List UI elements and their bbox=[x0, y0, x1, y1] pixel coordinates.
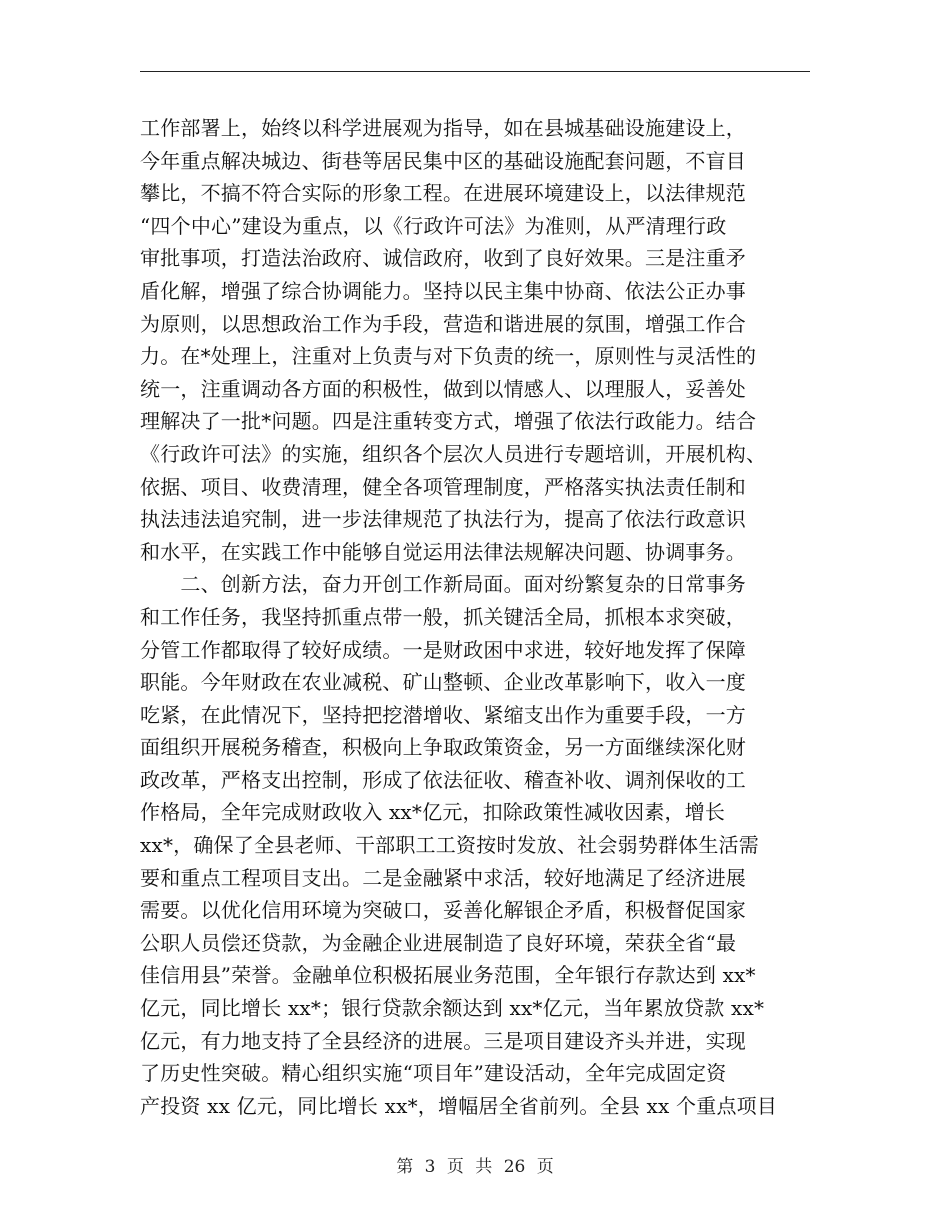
text-line: 攀比，不搞不符合实际的形象工程。在进展环境建设上，以法律规范 bbox=[140, 181, 746, 206]
text-line: 亿元，同比增长 xx*；银行贷款余额达到 xx*亿元，当年累放贷款 xx* bbox=[140, 996, 765, 1021]
text-line: 分管工作都取得了较好成绩。一是财政困中求进，较好地发挥了保障 bbox=[140, 637, 746, 662]
text-line: 工作部署上，始终以科学进展观为指导，如在县城基础设施建设上， bbox=[140, 116, 746, 140]
text-line: 盾化解，增强了综合协调能力。坚持以民主集中协商、依法公正办事 bbox=[140, 278, 746, 303]
text-line: xx*，确保了全县老师、干部职工工资按时发放、社会弱势群体生活需 bbox=[140, 833, 759, 858]
text-line: 作格局，全年完成财政收入 xx*亿元，扣除政策性减收因素，增长 bbox=[140, 800, 726, 825]
text-line: 二、创新方法，奋力开创工作新局面。面对纷繁复杂的日常事务 bbox=[140, 572, 746, 597]
header-divider bbox=[140, 71, 810, 72]
text-line: 为原则，以思想政治工作为手段，营造和谐进展的氛围，增强工作合 bbox=[140, 311, 746, 336]
text-line: 理解决了一批*问题。四是注重转变方式，增强了依法行政能力。结合 bbox=[140, 409, 757, 434]
text-line: 要和重点工程项目支出。二是金融紧中求活，较好地满足了经济进展 bbox=[140, 865, 746, 890]
text-line: 政改革，严格支出控制，形成了依法征收、稽查补收、调剂保收的工 bbox=[140, 767, 746, 792]
text-line: 公职人员偿还贷款，为金融企业进展制造了良好环境，荣获全省“最 bbox=[140, 930, 737, 955]
text-line: 佳信用县”荣誉。金融单位积极拓展业务范围，全年银行存款达到 xx* bbox=[140, 963, 756, 988]
text-line: 职能。今年财政在农业减税、矿山整顿、企业改革影响下，收入一度 bbox=[140, 670, 746, 695]
text-line: 和水平，在实践工作中能够自觉运用法律法规解决问题、协调事务。 bbox=[140, 539, 746, 564]
text-line: 面组织开展税务稽查，积极向上争取政策资金，另一方面继续深化财 bbox=[140, 735, 746, 760]
text-line: 需要。以优化信用环境为突破口，妥善化解银企矛盾，积极督促国家 bbox=[140, 898, 746, 923]
text-line: 今年重点解决城边、街巷等居民集中区的基础设施配套问题，不盲目 bbox=[140, 148, 746, 173]
text-line: 产投资 xx 亿元，同比增长 xx*，增幅居全省前列。全县 xx 个重点项目 bbox=[140, 1093, 778, 1118]
page-number-footer: 第 3 页 共 26 页 bbox=[396, 1157, 554, 1177]
text-line: 《行政许可法》的实施，组织各个层次人员进行专题培训，开展机构、 bbox=[140, 441, 767, 466]
document-body bbox=[140, 112, 810, 1122]
text-line: 统一，注重调动各方面的积极性，做到以情感人、以理服人，妥善处 bbox=[140, 376, 746, 401]
text-line: 执法违法追究制，进一步法律规范了执法行为，提高了依法行政意识 bbox=[140, 507, 746, 532]
text-line: 审批事项，打造法治政府、诚信政府，收到了良好效果。三是注重矛 bbox=[140, 246, 746, 271]
text-line: 依据、项目、收费清理，健全各项管理制度，严格落实执法责任制和 bbox=[140, 474, 746, 499]
text-line: 亿元，有力地支持了全县经济的进展。三是项目建设齐头并进，实现 bbox=[140, 1028, 746, 1053]
text-line: “四个中心”建设为重点，以《行政许可法》为准则，从严清理行政 bbox=[140, 213, 727, 238]
text-line: 和工作任务，我坚持抓重点带一般，抓关键活全局，抓根本求突破， bbox=[140, 604, 746, 629]
text-line: 吃紧，在此情况下，坚持把挖潜增收、紧缩支出作为重要手段，一方 bbox=[140, 702, 746, 727]
text-line: 力。在*处理上，注重对上负责与对下负责的统一，原则性与灵活性的 bbox=[140, 344, 757, 369]
text-line: 了历史性突破。精心组织实施“项目年”建设活动，全年完成固定资 bbox=[140, 1061, 727, 1086]
